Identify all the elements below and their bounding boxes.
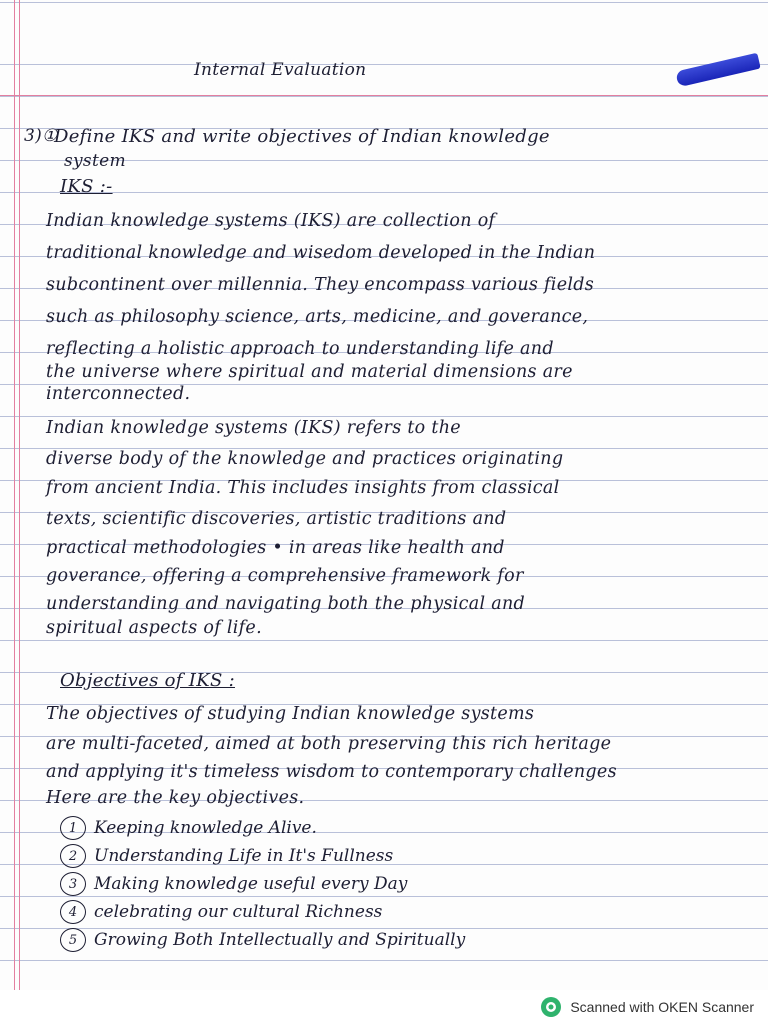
paragraph-line: traditional knowledge and wisedom developed in the Indian — [46, 243, 596, 263]
list-item — [60, 814, 465, 842]
paragraph-line: Here are the key objectives. — [46, 788, 305, 808]
question-text: Define IKS and write objectives of Indian knowledge — [54, 126, 550, 147]
list-item — [60, 898, 465, 926]
paragraph-line: spiritual aspects of life. — [46, 618, 262, 638]
paragraph-line: and applying it's timeless wisdom to contemporary challenges — [46, 762, 617, 782]
margin-line — [14, 0, 15, 990]
paragraph-line: Indian knowledge systems (IKS) are collection of — [46, 211, 496, 231]
item-number: 5 — [60, 928, 86, 952]
list-item — [60, 842, 465, 870]
section-heading-objectives: Objectives of IKS : — [60, 670, 235, 691]
item-text: Making knowledge useful every Day — [94, 874, 408, 894]
item-text: celebrating our cultural Richness — [94, 902, 383, 922]
section-heading-iks: IKS :- — [60, 176, 113, 197]
item-text: Understanding Life in It's Fullness — [94, 846, 394, 866]
item-number: 2 — [60, 844, 86, 868]
scanner-watermark — [540, 996, 754, 1018]
item-text: Keeping knowledge Alive. — [94, 818, 317, 838]
paragraph-line: goverance, offering a comprehensive framework for — [46, 566, 524, 586]
list-item — [60, 926, 465, 954]
question-number: 3)① — [24, 126, 58, 146]
list-item — [60, 870, 465, 898]
paragraph-line: subcontinent over millennia. They encompass various fields — [46, 275, 595, 295]
paragraph-line: diverse body of the knowledge and practices originating — [46, 449, 564, 469]
paragraph-line: The objectives of studying Indian knowledge systems — [46, 704, 535, 724]
item-text: Growing Both Intellectually and Spiritually — [94, 930, 466, 950]
scanner-text: Scanned with OKEN Scanner — [570, 999, 754, 1015]
paragraph-line: are multi-faceted, aimed at both preserving this rich heritage — [46, 734, 612, 754]
paragraph-line: understanding and navigating both the physical and — [46, 594, 526, 614]
paragraph-line: Indian knowledge systems (IKS) refers to the — [46, 418, 461, 438]
paragraph-line: interconnected. — [46, 384, 191, 404]
header-rule — [0, 95, 768, 96]
pen-cap — [675, 53, 760, 87]
scanner-logo-icon — [540, 996, 562, 1018]
paragraph-line: reflecting a holistic approach to understanding life and — [46, 339, 554, 359]
paragraph-line: such as philosophy science, arts, medicine, and goverance, — [46, 307, 589, 327]
objectives-list — [60, 814, 465, 954]
item-number: 3 — [60, 872, 86, 896]
paragraph-line: the universe where spiritual and material dimensions are — [46, 362, 573, 382]
page-heading: Internal Evaluation — [194, 60, 367, 80]
item-number: 4 — [60, 900, 86, 924]
question-text-cont: system — [64, 151, 126, 171]
item-number: 1 — [60, 816, 86, 840]
paragraph-line: from ancient India. This includes insights from classical — [46, 478, 560, 498]
paragraph-line: practical methodologies • in areas like health and — [46, 538, 505, 558]
margin-line — [19, 0, 20, 990]
paragraph-line: texts, scientific discoveries, artistic traditions and — [46, 509, 507, 529]
